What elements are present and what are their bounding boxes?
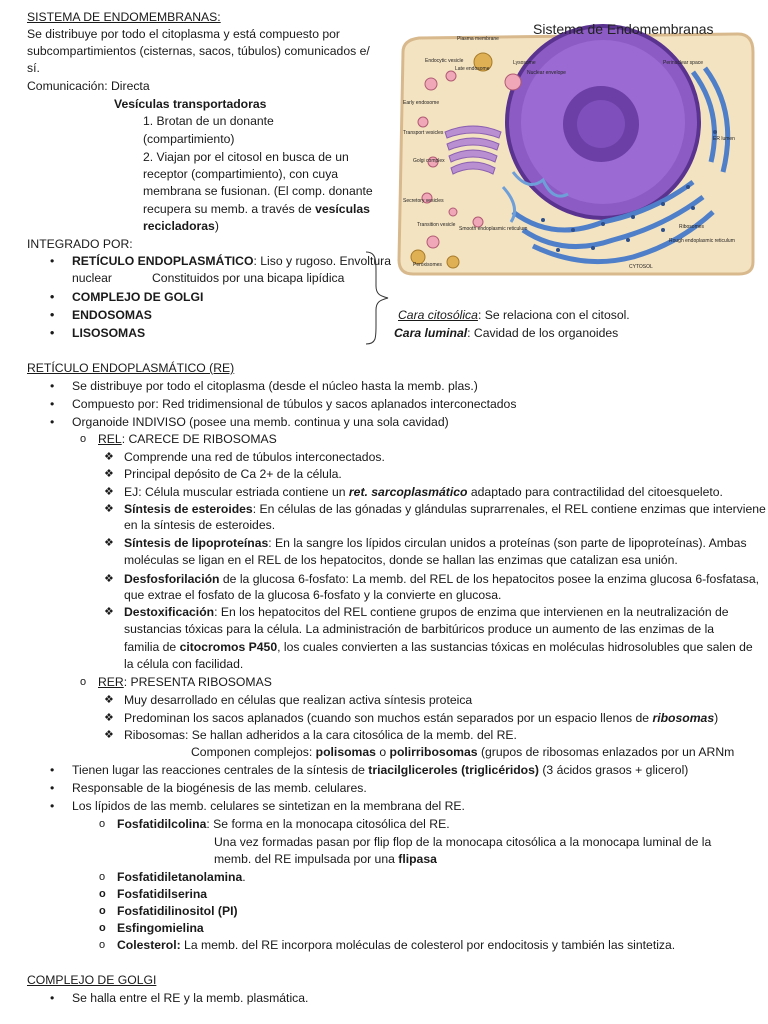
list-item: • Organoide INDIVISO (posee una memb. continua y una sola cavidad) (72, 414, 449, 430)
text-bold-italic: Cara luminal (394, 326, 468, 340)
label: Early endosome (403, 100, 440, 106)
text: . (242, 870, 246, 884)
rer-item: ❖ Muy desarrollado en células que realizan activa síntesis proteica (124, 692, 472, 708)
rel-item-cont: que extrae el fosfato de la glucosa 6-fosfato y la convierte en glucosa. (124, 588, 502, 602)
list-item: • LISOSOMAS (72, 325, 145, 341)
label: CYTOSOL (629, 264, 653, 270)
section-heading-endomembranas: SISTEMA DE ENDOMEMBRANAS: (27, 10, 221, 24)
text: o (379, 745, 387, 759)
integrado-label: INTEGRADO POR: (27, 237, 133, 251)
lipid-item (117, 937, 675, 953)
text: : En células de las gónadas y glándulas suprarrenales, el REL contiene enzimas que interviene (252, 502, 766, 516)
rer-heading (98, 674, 272, 690)
rel-item-cont: en la síntesis de esteroides. (124, 518, 276, 532)
vesiculas-item: 2. Viajan por el citosol en busca de un (143, 150, 349, 164)
intro-text: sí. (27, 61, 40, 75)
text-bold: recicladoras (143, 219, 215, 233)
curly-brace-icon (364, 250, 394, 346)
vesiculas-item (143, 201, 370, 217)
rel-item-cont: la célula con facilidad. (124, 657, 244, 671)
text-bold: vesículas (315, 202, 370, 216)
list-item: • ENDOSOMAS (72, 307, 152, 323)
rel-item (124, 535, 747, 551)
rel-item (124, 571, 759, 587)
text: Componen complejos: (191, 745, 313, 759)
list-item: • Se halla entre el RE y la memb. plasmática. (72, 990, 308, 1006)
text: adaptado para contractilidad del citoesqueleto. (470, 485, 723, 499)
intro-text: Comunicación: Directa (27, 79, 150, 93)
rel-item-cont (124, 639, 753, 655)
lipid-item: o Fosfatidilserina (117, 886, 207, 902)
rel-item (124, 484, 723, 500)
section-heading-re: RETÍCULO ENDOPLASMÁTICO (RE) (27, 361, 235, 375)
text-underlined: REL (98, 432, 122, 446)
intro-text: subcompartimientos (cisternas, sacos, túbulos) comunicados e/ (27, 44, 370, 58)
vesiculas-item: receptor (compartimiento), con cuya (143, 167, 339, 181)
list-item: • Se distribuye por todo el citoplasma (desde el núcleo hasta la memb. plas.) (72, 378, 478, 394)
text: Constituidos por una bicapa lipídica (151, 271, 345, 285)
text: La memb. del RE incorpora moléculas de colesterol por endocitosis y también las sintetiza. (180, 938, 676, 952)
label: Smooth endoplasmic reticulum (459, 226, 528, 232)
text: familia de (124, 640, 177, 654)
label: Transport vesicles (403, 130, 444, 136)
lipid-item-cont: Una vez formadas pasan por flip flop de la monocapa citosólica a la monocapa luminal de la (214, 835, 712, 849)
rer-item (124, 710, 718, 726)
label: Rough endoplasmic reticulum (669, 238, 735, 244)
label: Golgi complex (413, 158, 445, 164)
label: Ribosomes (679, 224, 705, 230)
text-bold: polisomas (315, 745, 376, 759)
label: Perinuclear space (663, 60, 704, 66)
text: : En la sangre los lípidos circulan unidos a proteínas (son parte de lipoproteínas). Ambas (268, 536, 747, 550)
text-bold: Destoxificación (124, 605, 215, 619)
text-bold: citocromos P450 (179, 640, 278, 654)
rel-item-cont: sustancias tóxicas para la célula. La administración de barbitúricos produce un aumento de las enzimas de la (124, 622, 715, 636)
rel-item: ❖ Principal depósito de Ca 2+ de la célula. (124, 466, 342, 482)
text-bold: triacilgliceroles (triglicéridos) (368, 763, 539, 777)
rer-item: ❖ Ribosomas: Se hallan adheridos a la cara citosólica de la memb. del RE. (124, 727, 517, 743)
section-heading-golgi: COMPLEJO DE GOLGI (27, 973, 157, 987)
text: Tienen lugar las reacciones centrales de la síntesis de (72, 763, 365, 777)
rel-item: ❖ Comprende una red de túbulos interconectados. (124, 449, 385, 465)
vesiculas-item: (compartimiento) (143, 132, 235, 146)
vesiculas-item: membrana se fusionan. (El comp. donante (143, 184, 373, 198)
list-item: • Responsable de la biogénesis de las memb. celulares. (72, 780, 367, 796)
list-item: • Los lípidos de las memb. celulares se sintetizan en la membrana del RE. (72, 798, 465, 814)
label: Lysosome (513, 60, 536, 66)
text: de la glucosa 6-fosfato: La memb. del REL de los hepatocitos posee la enzima glucosa 6-fosfatasa, (219, 572, 759, 586)
label: Nuclear envelope (527, 70, 566, 76)
rel-item (124, 501, 766, 517)
text: : En los hepatocitos del REL contiene grupos de enzima que intervienen en la neutralización de (214, 605, 729, 619)
lipid-item (117, 869, 246, 885)
text: : Se relaciona con el citosol. (477, 308, 630, 322)
diagram-title: Sistema de Endomembranas (533, 21, 714, 37)
rel-item (124, 604, 729, 620)
lipid-item: o Esfingomielina (117, 920, 204, 936)
rel-item-cont: moléculas se ligan en el REL de los hepatocitos, donde se hallan las enzimas que catalizan esa unión. (124, 553, 678, 567)
vesiculas-heading: Vesículas transportadoras (114, 97, 267, 111)
text: EJ: Célula muscular estriada contiene un (124, 485, 346, 499)
label: ER lumen (713, 136, 735, 142)
text-bold-italic: ribosomas (652, 711, 715, 725)
rel-heading (98, 431, 277, 447)
text-bold: Colesterol: (117, 938, 181, 952)
vesiculas-item (143, 218, 219, 234)
text: (grupos de ribosomas enlazados por un ARNm (480, 745, 735, 759)
text: nuclear (72, 271, 112, 285)
lipid-item (117, 816, 450, 832)
label: Secretory vesicles (403, 198, 444, 204)
list-item (72, 762, 688, 778)
text-bold: polirribosomas (389, 745, 478, 759)
text: , los cuales convierten a las sustancias tóxicas en moléculas hidrosolubles que salen de (277, 640, 753, 654)
text: : CARECE DE RIBOSOMAS (121, 432, 277, 446)
text: : Liso y rugoso. Envoltura (253, 254, 391, 268)
rer-item-cont (191, 744, 734, 760)
text-bold: Síntesis de esteroides (124, 502, 253, 516)
vesiculas-item: 1. Brotan de un donante (143, 114, 274, 128)
text: ) (714, 711, 719, 725)
text: recupera su memb. a través de (143, 202, 312, 216)
text: : PRESENTA RIBOSOMAS (123, 675, 272, 689)
text: : Se forma en la monocapa citosólica del RE. (206, 817, 450, 831)
label: Endocytic vesicle (425, 58, 464, 64)
intro-text: Se distribuye por todo el citoplasma y está compuesto por (27, 27, 340, 41)
cara-citosolica (398, 307, 630, 323)
list-item-cont (72, 270, 344, 286)
cara-luminal (394, 325, 618, 341)
text: memb. del RE impulsada por una (214, 852, 395, 866)
text-italic: Cara citosólica (398, 308, 478, 322)
text-bold: Fosfatidilcolina (117, 817, 207, 831)
text-underlined: RER (98, 675, 124, 689)
text: Predominan los sacos aplanados (cuando son muchos están separados por un espacio llenos de (124, 711, 650, 725)
text: ) (214, 219, 219, 233)
list-item: • Compuesto por: Red tridimensional de túbulos y sacos aplanados interconectados (72, 396, 516, 412)
text-bold: Desfosforilación (124, 572, 220, 586)
text-bold: Fosfatidiletanolamina (117, 870, 243, 884)
label: Peroxisomes (413, 262, 442, 268)
text: : Cavidad de los organoides (467, 326, 619, 340)
label: Transition vesicle (417, 222, 456, 228)
text-bold: flipasa (398, 852, 437, 866)
label: Late endosome (455, 66, 490, 72)
text-bold-italic: ret. sarcoplasmático (348, 485, 468, 499)
endomembrane-diagram (393, 12, 759, 276)
list-item (72, 253, 391, 269)
text: (3 ácidos grasos + glicerol) (542, 763, 689, 777)
text-bold: Síntesis de lipoproteínas (124, 536, 269, 550)
list-item: • COMPLEJO DE GOLGI (72, 289, 203, 305)
lipid-item: o Fosfatidilinositol (PI) (117, 903, 238, 919)
label: Plasma membrane (457, 36, 499, 42)
lipid-item-cont (214, 851, 437, 867)
text-bold: RETÍCULO ENDOPLASMÁTICO (72, 254, 254, 268)
